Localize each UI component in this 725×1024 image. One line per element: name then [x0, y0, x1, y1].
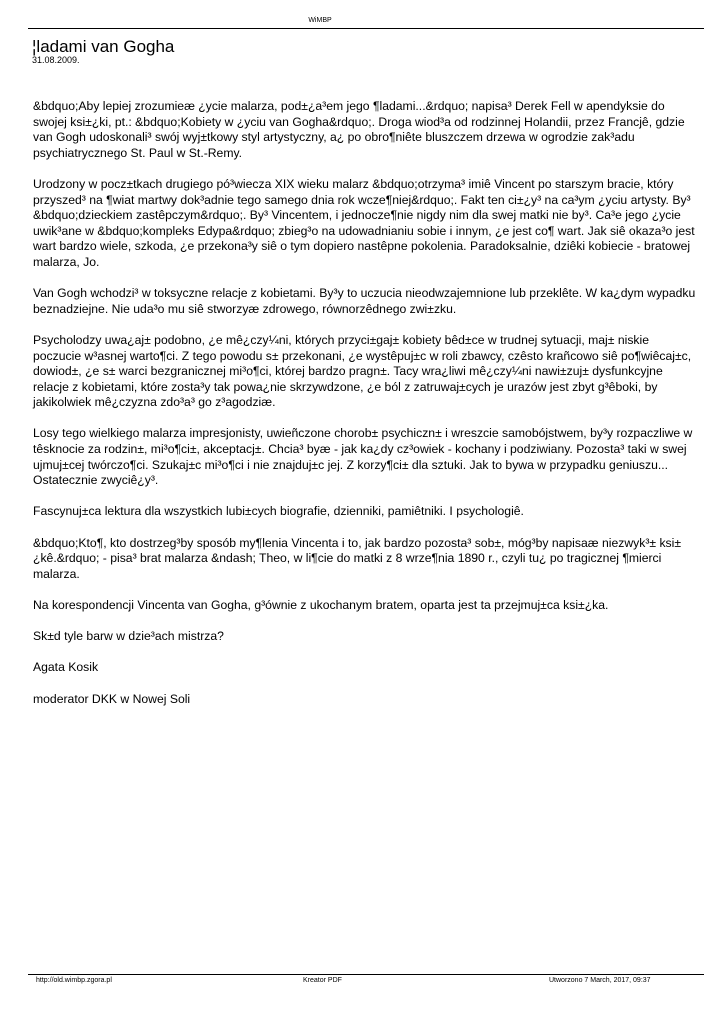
- article-date: 31.08.2009.: [32, 55, 80, 65]
- author-name: Agata Kosik: [33, 660, 99, 675]
- paragraph-8: Na korespondencji Vincenta van Gogha, g³ównie z ukochanym bratem, oparta jest ta przejmuj±ca ksi±¿ka.: [33, 598, 609, 612]
- header-divider: [28, 28, 704, 29]
- author-role: moderator DKK w Nowej Soli: [33, 691, 191, 706]
- paragraph-5: Losy tego wielkiego malarza impresjonisty, uwieñczone chorob± psychiczn± i wreszcie samobójstwem, by³y rozpaczliwe w têsknocie za rodzin±, mi³o¶ci±, akceptacj±. Chcia³ byæ - jak ka¿dy cz³owiek - kochany i podziwiany. Pozosta³ taki w swej ujmuj±cej twórczo¶ci. Szukaj±c mi³o¶ci i nie znajduj±c jej. Z korzy¶ci± dla sztuki. Jak to bywa w przypadku geniuszu... Ostatecznie zwyciê¿y³.: [33, 426, 693, 488]
- page-footer: [0, 970, 725, 990]
- paragraph-4: Psycholodzy uwa¿aj± podobno, ¿e mê¿czy¼ni, których przyci±gaj± kobiety bêd±ce w trudnej sytuacji, maj± niskie poczucie w³asnej warto¶ci. Z tego powodu s± przekonani, ¿e wystêpuj±c w roli zbawcy, czêsto krañcowo siê po¶wiêcaj±c, dowiod±, ¿e s± warci bezgranicznej mi³o¶ci, której bardzo pragn±. Tacy wra¿liwi mê¿czy¼ni nawi±zuj± dysfunkcyjne relacje z kobietami, które zosta³y tak powa¿nie skrzywdzone, ¿e ból z zatruwaj±cych je urazów jest zbyt g³êboki, by jakikolwiek mê¿czyzna zdo³a³ go z³agodziæ.: [33, 332, 692, 410]
- footer-url: http://old.wimbp.zgora.pl: [36, 977, 112, 984]
- paragraph-6: Fascynuj±ca lektura dla wszystkich lubi±cych biografie, dzienniki, pamiêtniki. I psychologiê.: [33, 504, 524, 519]
- paragraph-9: Sk±d tyle barw w dzie³ach mistrza?: [33, 629, 224, 644]
- paragraph-7: &bdquo;Kto¶, kto dostrzeg³by sposób my¶lenia Vincenta i to, jak bardzo pozosta³ sob±, móg³by napisaæ niezwyk³± ksi±¿kê.&rdquo; - pisa³ brat malarza &ndash; Theo, w li¶cie do matki z 8 wrze¶nia 1890 r., czyli tu¿ po tragicznej ¶mierci malarza.: [33, 535, 682, 581]
- article-title: ¦ladami van Gogha: [32, 37, 175, 56]
- page-header: [0, 0, 725, 30]
- footer-created: Utworzono 7 March, 2017, 09:37: [549, 977, 651, 984]
- paragraph-2: Urodzony w pocz±tkach drugiego pó³wiecza XIX wieku malarz &bdquo;otrzyma³ imiê Vincent po starszym bracie, który przyszed³ na ¶wiat martwy dok³adnie tego samego dnia rok wcze¶niej&rdquo;. Fakt ten ci±¿y³ na ca³ym ¿yciu artysty. By³ &bdquo;dzieckiem zastêpczym&rdquo;. By³ Vincentem, i jednocze¶nie nigdy nim dla swej matki nie by³. Ca³e jego ¿ycie uwik³ane w &bdquo;kompleks Edypa&rdquo; zbieg³o na udowadnianiu sobie i innym, ¿e jest co¶ wart. Jak siê okaza³o jest wart bardzo wiele, szkoda, ¿e przekona³y siê o tym dopiero nastêpne pokolenia. Paradoksalnie, dziêki kobiecie - bratowej malarza, Jo.: [33, 176, 695, 269]
- footer-divider: [28, 974, 704, 975]
- header-site-label: WiMBP: [308, 17, 332, 24]
- article-body: [33, 99, 697, 723]
- footer-generator: Kreator PDF: [303, 977, 342, 984]
- paragraph-1: &bdquo;Aby lepiej zrozumieæ ¿ycie malarza, pod±¿a³em jego ¶ladami...&rdquo; napisa³ Derek Fell w apendyksie do swojej ksi±¿ki, pt.: &bdquo;Kobiety w ¿yciu van Gogha&rdquo;. Droga wiod³a od rodzinnej Holandii, przez Francjê, gdzie van Gogh udoskonali³ swój wyj±tkowy styl artystyczny, a¿ po obro¶niête bluszczem drzewa w ogrodzie zak³adu psychiatrycznego St. Paul w St.-Remy.: [33, 99, 685, 160]
- paragraph-3: Van Gogh wchodzi³ w toksyczne relacje z kobietami. By³y to uczucia nieodwzajemnione lub przeklête. W ka¿dym wypadku beznadziejne. Nie uda³o mu siê stworzyæ zdrowego, równorzêdnego zwi±zku.: [33, 286, 696, 316]
